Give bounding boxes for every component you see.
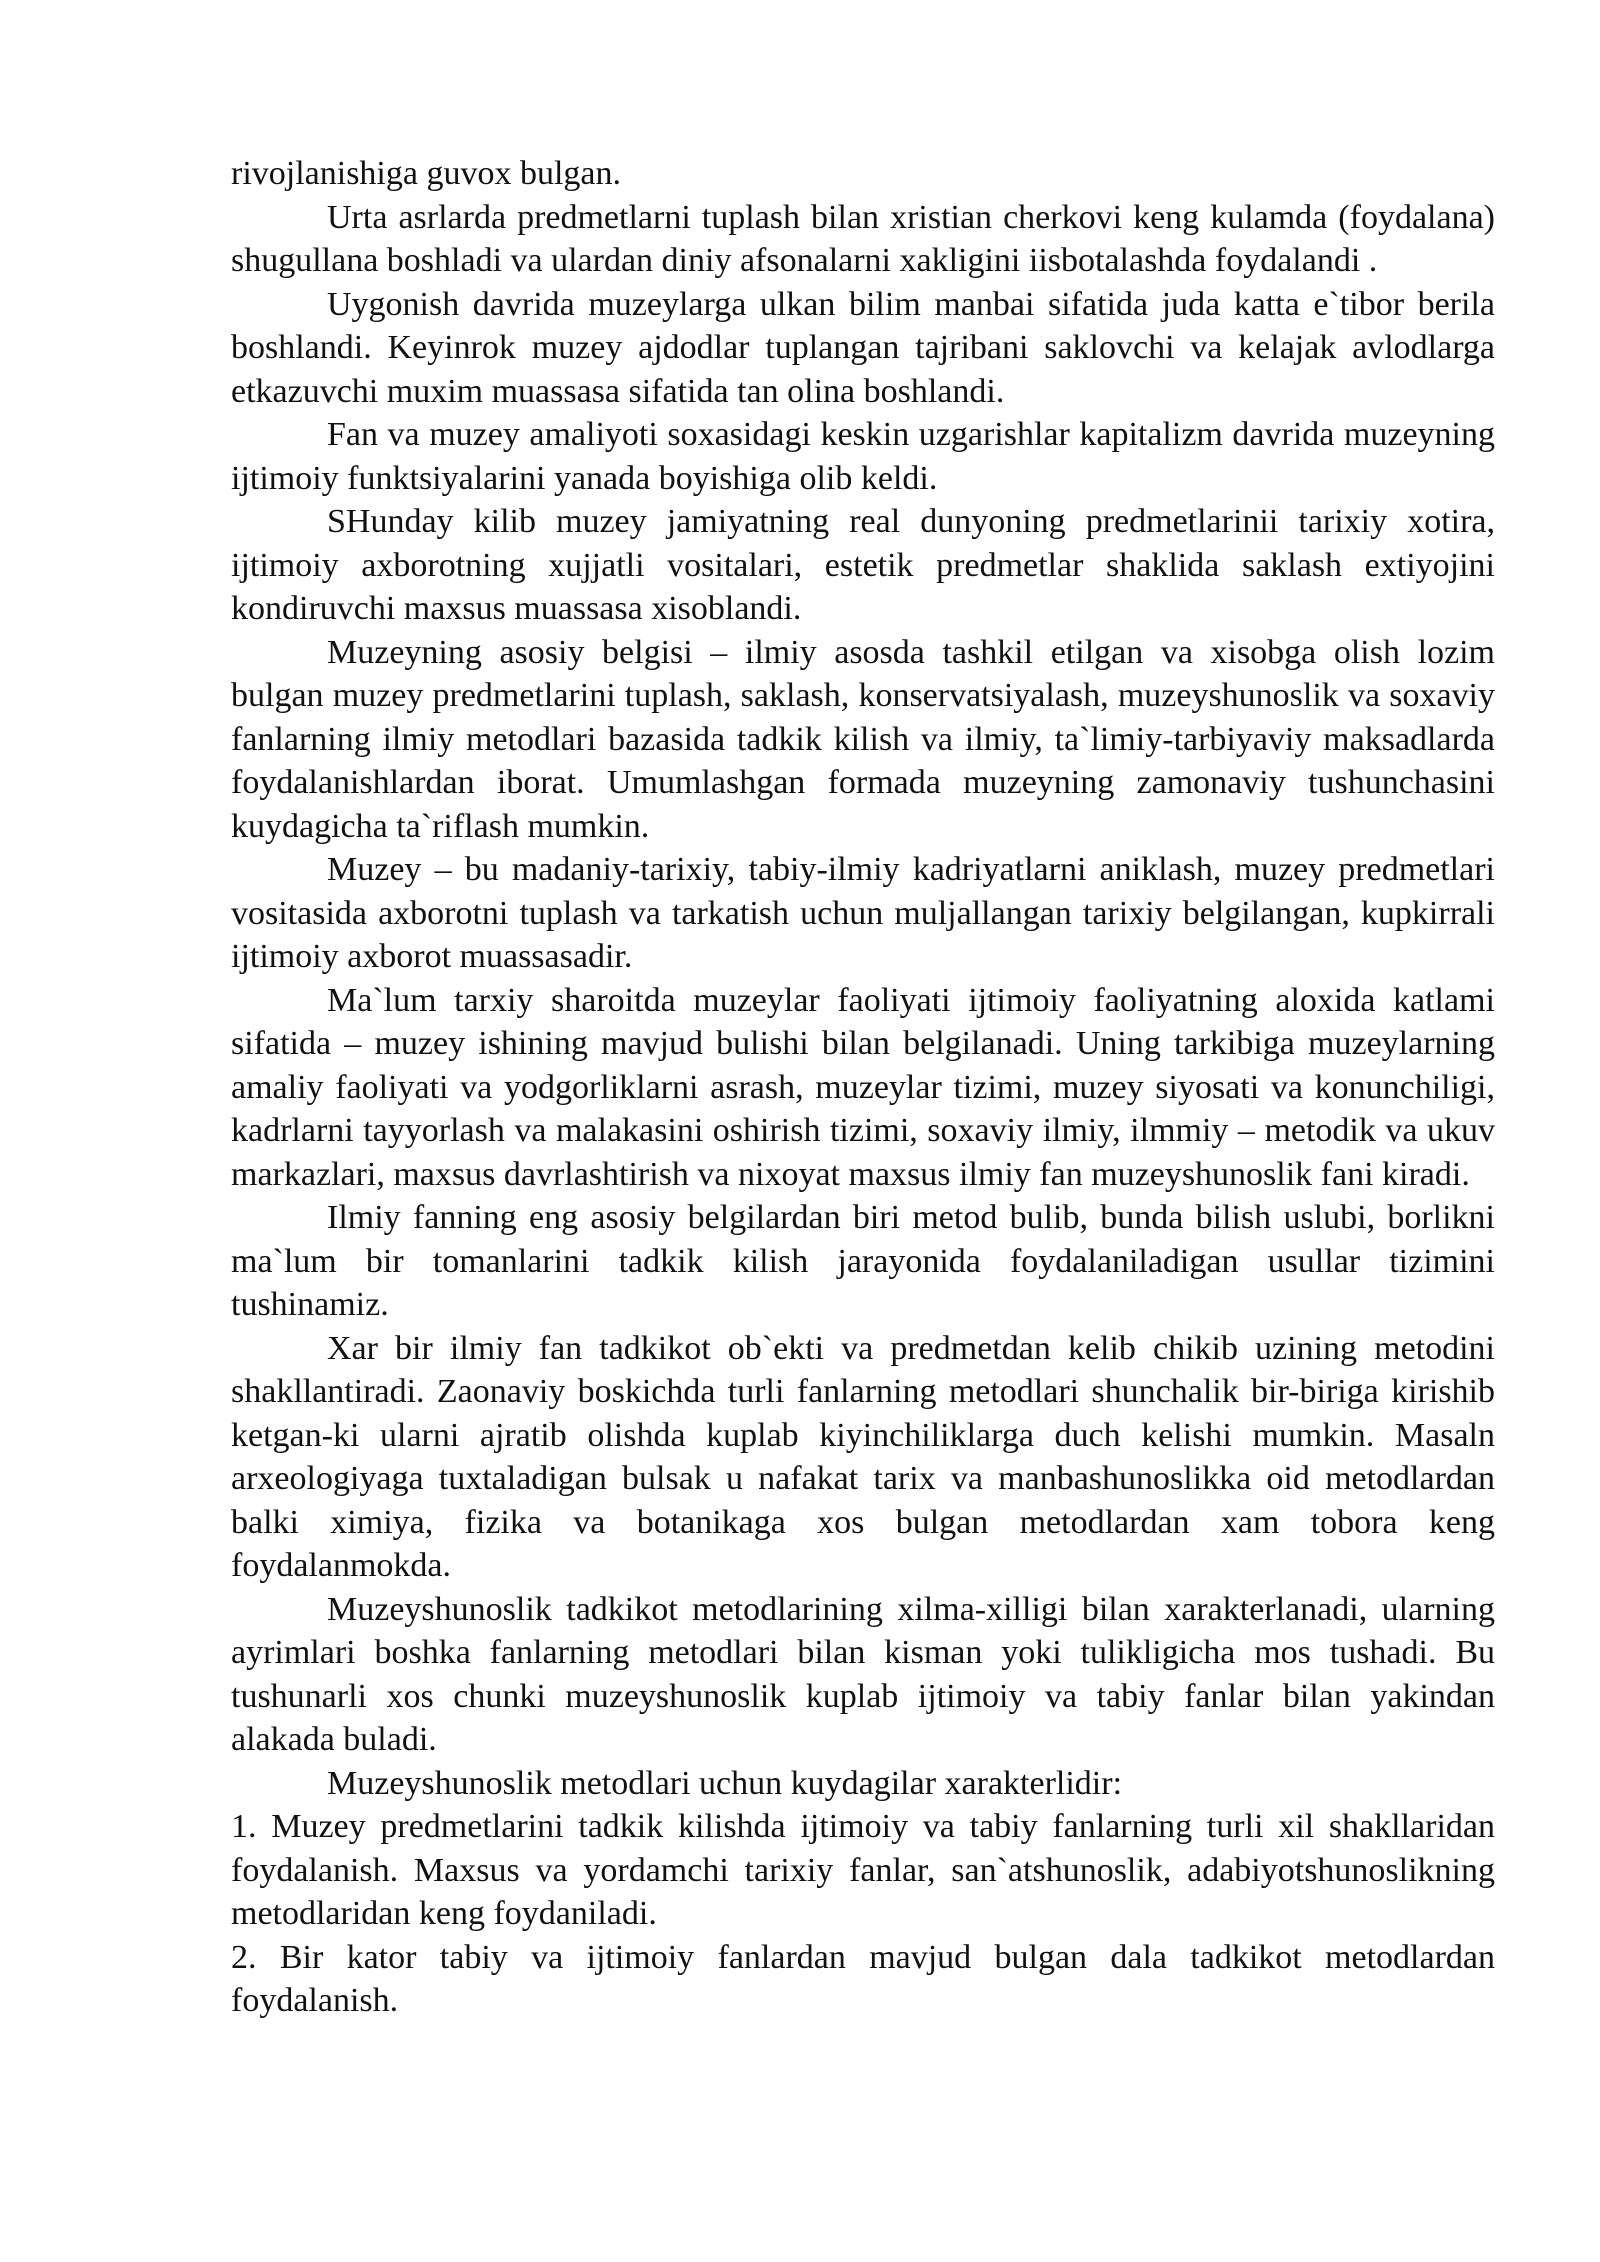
paragraph-12: Muzeyshunoslik metodlari uchun kuydagilar xarakterlidir: [327, 1764, 1123, 1802]
paragraph-8: Ma`lum tarxiy sharoitda muzeylar faoliyati ijtimoiy faoliyatning aloxida katlami sifatida – muzey ishining mavjud bulishi bilan belgilanadi. Uning tarkibiga muzeylarning amaliy faoliyati va yodgorliklarni asrash, muzeylar tizimi, muzey siyosati va konunchiligi, kadrlarni tayyorlash va malakasini oshirish tizimi, soxaviy ilmiy, ilmmiy – metodik va ukuv markazlari, maxsus davrlashtirish va nixoyat maxsus ilmiy fan muzeyshunoslik fani kiradi. [231, 981, 1495, 1193]
paragraph-6: Muzeyning asosiy belgisi – ilmiy asosda tashkil etilgan va xisobga olish lozim bulgan muzey predmetlarini tuplash, saklash, konservatsiyalash, muzeyshunoslik va soxaviy fanlarning ilmiy metodlari bazasida tadkik kilish va ilmiy, ta`limiy-tarbiyaviy maksadlarda foydalanishlardan iborat. Umumlashgan formada muzeyning zamonaviy tushunchasini kuydagicha ta`riflash mumkin. [231, 633, 1495, 845]
paragraph-1: rivojlanishiga guvox bulgan. [231, 155, 622, 192]
paragraph-3: Uygonish davrida muzeylarga ulkan bilim manbai sifatida juda katta e`tibor berila boshlandi. Keyinrok muzey ajdodlar tuplangan tajribani saklovchi va kelajak avlodlarga etkazuvchi muxim muassasa sifatida tan olina boshlandi. [231, 285, 1495, 410]
paragraph-7: Muzey – bu madaniy-tarixiy, tabiy-ilmiy kadriyatlarni aniklash, muzey predmetlari vositasida axborotni tuplash va tarkatish uchun muljallangan tarixiy belgilangan, kupkirrali ijtimoiy axborot muassasadir. [231, 851, 1495, 975]
paragraph-5: SHunday kilib muzey jamiyatning real dunyoning predmetlarinii tarixiy xotira, ijtimoiy axborotning xujjatli vositalari, estetik predmetlar shaklida saklash extiyojini kondiruvchi maxsus muassasa xisoblandi. [231, 503, 1495, 627]
list-item-2: 2. Bir kator tabiy va ijtimoiy fanlardan mavjud bulgan dala tadkikot metodlardan foydalanish. [231, 1938, 1495, 2019]
paragraph-2: Urta asrlarda predmetlarni tuplash bilan xristian cherkovi keng kulamda (foydalana) shugullana boshladi va ulardan diniy afsonalarni xakligini iisbotalashda foydalandi . [231, 198, 1495, 279]
paragraph-11: Muzeyshunoslik tadkikot metodlarining xilma-xilligi bilan xarakterlanadi, ularning ayrimlari boshka fanlarning metodlari bilan kisman yoki tulikligicha mos tushadi. Bu tushunarli xos chunki muzeyshunoslik kuplab ijtimoiy va tabiy fanlar bilan yakindan alakada buladi. [231, 1590, 1495, 1758]
list-item-1: 1. Muzey predmetlarini tadkik kilishda ijtimoiy va tabiy fanlarning turli xil shakllaridan foydalanish. Maxsus va yordamchi tarixiy fanlar, san`atshunoslik, adabiyotshunoslikning metodlaridan keng foydaniladi. [231, 1808, 1495, 1932]
paragraph-4: Fan va muzey amaliyoti soxasidagi keskin uzgarishlar kapitalizm davrida muzeyning ijtimoiy funktsiyalarini yanada boyishiga olib keldi. [231, 416, 1495, 497]
paragraph-10: Xar bir ilmiy fan tadkikot ob`ekti va predmetdan kelib chikib uzining metodini shakllantiradi. Zaonaviy boskichda turli fanlarning metodlari shunchalik bir-biriga kirishib ketgan-ki ularni ajratib olishda kuplab kiyinchiliklarga duch kelishi mumkin. Masaln arxeologiyaga tuxtaladigan bulsak u nafakat tarix va manbashunoslikka oid metodlardan balki ximiya, fizika va botanikaga xos bulgan metodlardan xam tobora keng foydalanmokda. [231, 1329, 1495, 1584]
paragraph-9: Ilmiy fanning eng asosiy belgilardan biri metod bulib, bunda bilish uslubi, borlikni ma`lum bir tomanlarini tadkik kilish jarayonida foydalaniladigan usullar tizimini tushinamiz. [231, 1199, 1495, 1323]
document-page [231, 152, 1495, 2023]
